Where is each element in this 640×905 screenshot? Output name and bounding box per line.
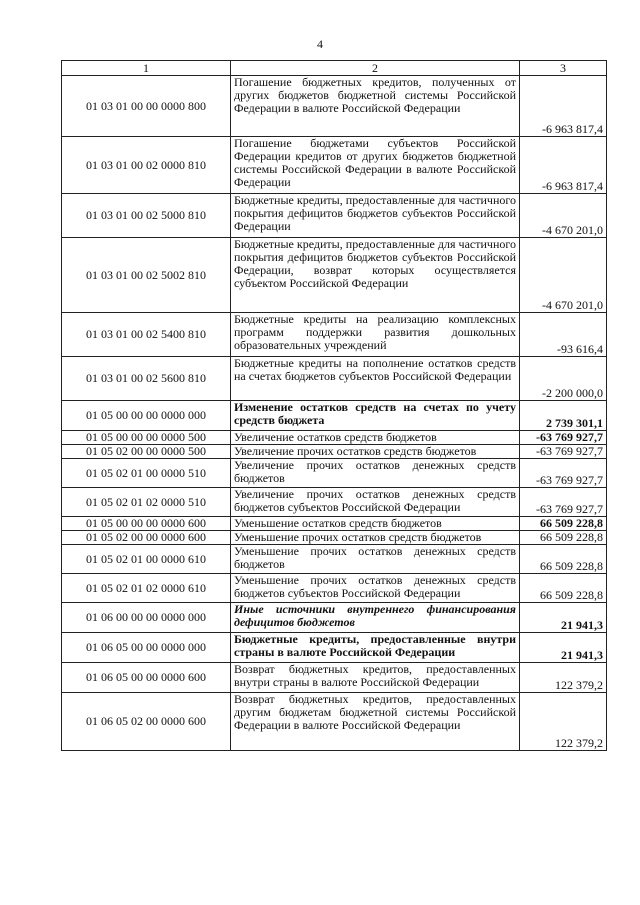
description-cell: Погашение бюджетами субъектов Российской Федерации кредитов от других бюджетов бюджетной системы Российской Федерации в валюте Российской Федерации	[231, 137, 520, 194]
budget-code-cell: 01 05 02 00 00 0000 600	[62, 531, 231, 545]
budget-code-cell: 01 05 00 00 00 0000 600	[62, 517, 231, 531]
table-row	[62, 445, 607, 459]
amount-cell: -6 963 817,4	[520, 76, 607, 137]
budget-code-cell: 01 05 02 01 00 0000 610	[62, 545, 231, 574]
description-cell: Увеличение остатков средств бюджетов	[231, 431, 520, 445]
description-cell: Увеличение прочих остатков средств бюджетов	[231, 445, 520, 459]
budget-code-cell: 01 03 01 00 00 0000 800	[62, 76, 231, 137]
table-row	[62, 357, 607, 401]
description-cell: Уменьшение прочих остатков денежных средств бюджетов	[231, 545, 520, 574]
description-cell: Изменение остатков средств на счетах по учету средств бюджета	[231, 401, 520, 431]
table-row	[62, 76, 607, 137]
amount-cell: 66 509 228,8	[520, 531, 607, 545]
table-row	[62, 531, 607, 545]
column-3-header: 3	[520, 61, 607, 76]
amount-cell: 66 509 228,8	[520, 517, 607, 531]
amount-cell: -63 769 927,7	[520, 431, 607, 445]
budget-code-cell: 01 03 01 00 02 5400 810	[62, 313, 231, 357]
description-cell: Бюджетные кредиты, предоставленные для частичного покрытия дефицитов бюджетов субъектов Российской Федерации, возврат которых осуществляется субъектом Российской Федерации	[231, 238, 520, 313]
description-cell: Погашение бюджетных кредитов, полученных от других бюджетов бюджетной системы Российской Федерации в валюте Российской Федерации	[231, 76, 520, 137]
table-row	[62, 517, 607, 531]
table-row	[62, 137, 607, 194]
description-cell: Иные источники внутреннего финансирования дефицитов бюджетов	[231, 603, 520, 633]
amount-cell: -63 769 927,7	[520, 459, 607, 488]
column-1-header: 1	[62, 61, 231, 76]
budget-code-cell: 01 06 05 00 00 0000 000	[62, 633, 231, 663]
table-row	[62, 313, 607, 357]
amount-cell: -4 670 201,0	[520, 238, 607, 313]
budget-code-cell: 01 03 01 00 02 5000 810	[62, 194, 231, 238]
table-row	[62, 545, 607, 574]
table-row	[62, 488, 607, 517]
table-body	[62, 76, 607, 751]
budget-code-cell: 01 05 00 00 00 0000 000	[62, 401, 231, 431]
amount-cell: -93 616,4	[520, 313, 607, 357]
description-cell: Уменьшение остатков средств бюджетов	[231, 517, 520, 531]
amount-cell: 66 509 228,8	[520, 574, 607, 603]
description-cell: Уменьшение прочих остатков денежных средств бюджетов субъектов Российской Федерации	[231, 574, 520, 603]
table-row	[62, 238, 607, 313]
budget-code-cell: 01 06 00 00 00 0000 000	[62, 603, 231, 633]
table-row	[62, 431, 607, 445]
description-cell: Бюджетные кредиты на реализацию комплексных программ поддержки развития дошкольных образовательных учреждений	[231, 313, 520, 357]
amount-cell: -63 769 927,7	[520, 488, 607, 517]
table-row	[62, 603, 607, 633]
budget-code-cell: 01 05 02 01 02 0000 510	[62, 488, 231, 517]
page-number: 4	[317, 37, 323, 51]
amount-cell: 21 941,3	[520, 603, 607, 633]
amount-cell: 21 941,3	[520, 633, 607, 663]
budget-code-cell: 01 06 05 00 00 0000 600	[62, 663, 231, 693]
amount-cell: 66 509 228,8	[520, 545, 607, 574]
table-row	[62, 693, 607, 751]
table-row	[62, 194, 607, 238]
budget-code-cell: 01 05 02 00 00 0000 500	[62, 445, 231, 459]
amount-cell: 2 739 301,1	[520, 401, 607, 431]
table-row	[62, 663, 607, 693]
description-cell: Увеличение прочих остатков денежных средств бюджетов субъектов Российской Федерации	[231, 488, 520, 517]
budget-code-cell: 01 05 02 01 00 0000 510	[62, 459, 231, 488]
description-cell: Бюджетные кредиты, предоставленные для частичного покрытия дефицитов бюджетов субъектов Российской Федерации	[231, 194, 520, 238]
table-row	[62, 633, 607, 663]
description-cell: Бюджетные кредиты на пополнение остатков средств на счетах бюджетов субъектов Российской Федерации	[231, 357, 520, 401]
column-2-header: 2	[231, 61, 520, 76]
description-cell: Увеличение прочих остатков денежных средств бюджетов	[231, 459, 520, 488]
description-cell: Возврат бюджетных кредитов, предоставленных другим бюджетам бюджетной системы Российской Федерации в валюте Российской Федерации	[231, 693, 520, 751]
budget-code-cell: 01 03 01 00 02 5600 810	[62, 357, 231, 401]
description-cell: Бюджетные кредиты, предоставленные внутри страны в валюте Российской Федерации	[231, 633, 520, 663]
budget-code-cell: 01 03 01 00 02 0000 810	[62, 137, 231, 194]
table-row	[62, 401, 607, 431]
table-row	[62, 459, 607, 488]
amount-cell: 122 379,2	[520, 663, 607, 693]
budget-code-cell: 01 05 00 00 00 0000 500	[62, 431, 231, 445]
table-row	[62, 574, 607, 603]
amount-cell: 122 379,2	[520, 693, 607, 751]
column-number-row	[62, 61, 607, 76]
budget-sources-table	[61, 60, 607, 751]
budget-code-cell: 01 03 01 00 02 5002 810	[62, 238, 231, 313]
amount-cell: -6 963 817,4	[520, 137, 607, 194]
description-cell: Возврат бюджетных кредитов, предоставленных внутри страны в валюте Российской Федерации	[231, 663, 520, 693]
amount-cell: -4 670 201,0	[520, 194, 607, 238]
amount-cell: -63 769 927,7	[520, 445, 607, 459]
budget-code-cell: 01 06 05 02 00 0000 600	[62, 693, 231, 751]
description-cell: Уменьшение прочих остатков средств бюджетов	[231, 531, 520, 545]
budget-code-cell: 01 05 02 01 02 0000 610	[62, 574, 231, 603]
amount-cell: -2 200 000,0	[520, 357, 607, 401]
